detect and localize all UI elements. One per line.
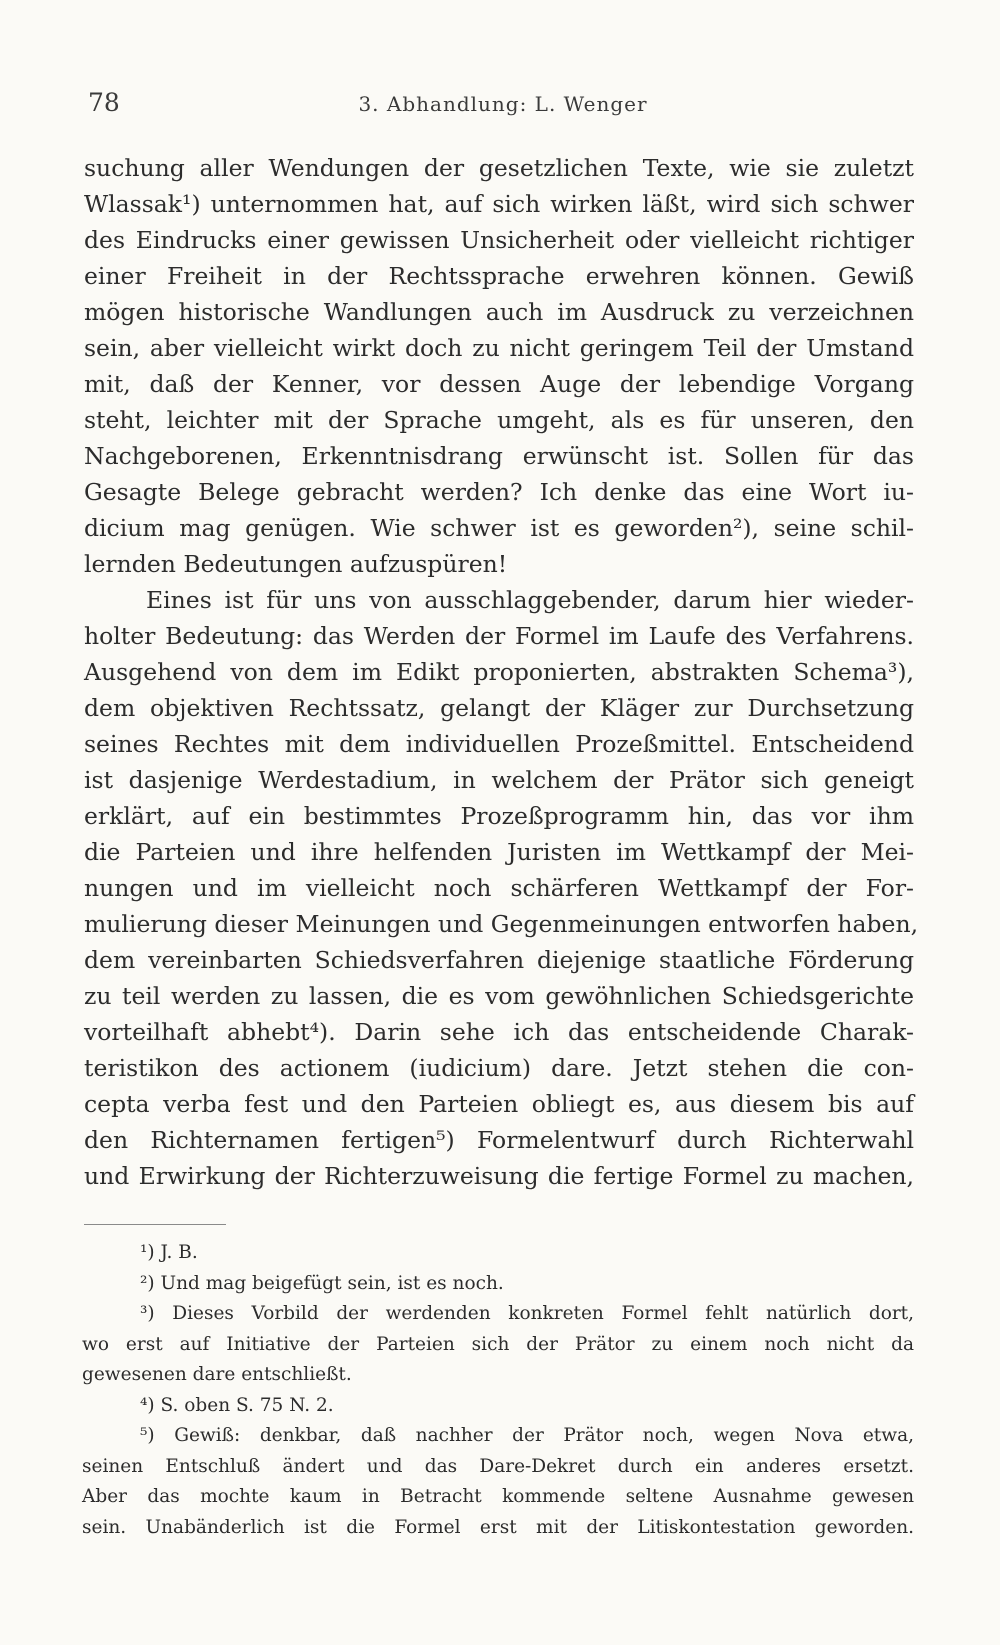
footnote-line: wo erst auf Initiative der Parteien sich der Prätor zu einem noch nicht da: [82, 1333, 914, 1355]
footnote-line: Aber das mochte kaum in Betracht kommende seltene Ausnahme gewesen: [82, 1486, 914, 1507]
body-line: des Eindrucks einer gewissen Unsicherheit oder vielleicht richtiger: [84, 226, 914, 254]
footnote-line: seinen Entschluß ändert und das Dare-Dekret durch ein anderes ersetzt.: [82, 1455, 914, 1477]
body-line: lernden Bedeutungen aufzuspüren!: [84, 550, 508, 578]
footnote-line: ²) Und mag beigefügt sein, ist es noch.: [140, 1272, 504, 1294]
body-line: steht, leichter mit der Sprache umgeht, als es für unseren, den: [84, 406, 914, 434]
page-number: 78: [88, 88, 120, 117]
body-line: suchung aller Wendungen der gesetzlichen Texte, wie sie zuletzt: [84, 154, 914, 182]
body-line: die Parteien und ihre helfenden Juristen im Wettkampf der Mei-: [84, 838, 914, 866]
body-line: den Richternamen fertigen⁵) Formelentwurf durch Richterwahl: [84, 1126, 914, 1154]
footnote-separator: [84, 1224, 226, 1225]
page-header: [88, 88, 918, 122]
body-line: seines Rechtes mit dem individuellen Prozeßmittel. Entscheidend: [84, 730, 914, 758]
body-line: zu teil werden zu lassen, die es vom gewöhnlichen Schiedsgerichte: [84, 982, 914, 1010]
body-line: Gesagte Belege gebracht werden? Ich denke das eine Wort iu-: [84, 478, 914, 506]
footnote-line: ³) Dieses Vorbild der werdenden konkreten Formel fehlt natürlich dort,: [140, 1303, 914, 1324]
body-line: mit, daß der Kenner, vor dessen Auge der lebendige Vorgang: [84, 370, 914, 398]
body-line: Nachgeborenen, Erkenntnisdrang erwünscht ist. Sollen für das: [84, 442, 914, 470]
body-line: Wlassak¹) unternommen hat, auf sich wirken läßt, wird sich schwer: [84, 190, 914, 218]
footnote-line: sein. Unabänderlich ist die Formel erst mit der Litiskontestation geworden.: [82, 1516, 914, 1538]
body-line: sein, aber vielleicht wirkt doch zu nicht geringem Teil der Umstand: [84, 334, 914, 362]
body-line: holter Bedeutung: das Werden der Formel im Laufe des Verfahrens.: [84, 622, 914, 650]
running-head: 3. Abhandlung: L. Wenger: [358, 92, 648, 116]
footnote-line: gewesenen dare entschließt.: [82, 1364, 352, 1385]
body-line: mulierung dieser Meinungen und Gegenmeinungen entworfen haben,: [84, 910, 919, 938]
body-line: vorteilhaft abhebt⁴). Darin sehe ich das entscheidende Charak-: [84, 1018, 914, 1046]
body-line: nungen und im vielleicht noch schärferen Wettkampf der For-: [84, 874, 914, 902]
body-line: dem objektiven Rechtssatz, gelangt der Kläger zur Durchsetzung: [84, 694, 914, 722]
body-line: cepta verba fest und den Parteien obliegt es, aus diesem bis auf: [84, 1090, 914, 1118]
body-line: mögen historische Wandlungen auch im Ausdruck zu verzeichnen: [84, 298, 914, 326]
body-line: einer Freiheit in der Rechtssprache erwehren können. Gewiß: [84, 262, 914, 290]
footnote-line: ⁵) Gewiß: denkbar, daß nachher der Prätor noch, wegen Nova etwa,: [140, 1425, 914, 1446]
body-line: dicium mag genügen. Wie schwer ist es geworden²), seine schil-: [84, 514, 914, 542]
body-line: dem vereinbarten Schiedsverfahren diejenige staatliche Förderung: [84, 946, 914, 974]
body-line: Ausgehend von dem im Edikt proponierten, abstrakten Schema³),: [84, 658, 914, 686]
footnote-line: ¹) J. B.: [140, 1242, 198, 1263]
footnote-line: ⁴) S. oben S. 75 N. 2.: [140, 1394, 334, 1416]
body-line: erklärt, auf ein bestimmtes Prozeßprogramm hin, das vor ihm: [84, 802, 914, 830]
body-line: teristikon des actionem (iudicium) dare. Jetzt stehen die con-: [84, 1054, 914, 1082]
body-line: ist dasjenige Werdestadium, in welchem der Prätor sich geneigt: [84, 766, 914, 794]
body-line: Eines ist für uns von ausschlaggebender, darum hier wieder-: [146, 586, 914, 614]
body-line: und Erwirkung der Richterzuweisung die fertige Formel zu machen,: [84, 1162, 914, 1190]
body-text: [84, 150, 919, 1194]
footnotes: [82, 1238, 914, 1543]
